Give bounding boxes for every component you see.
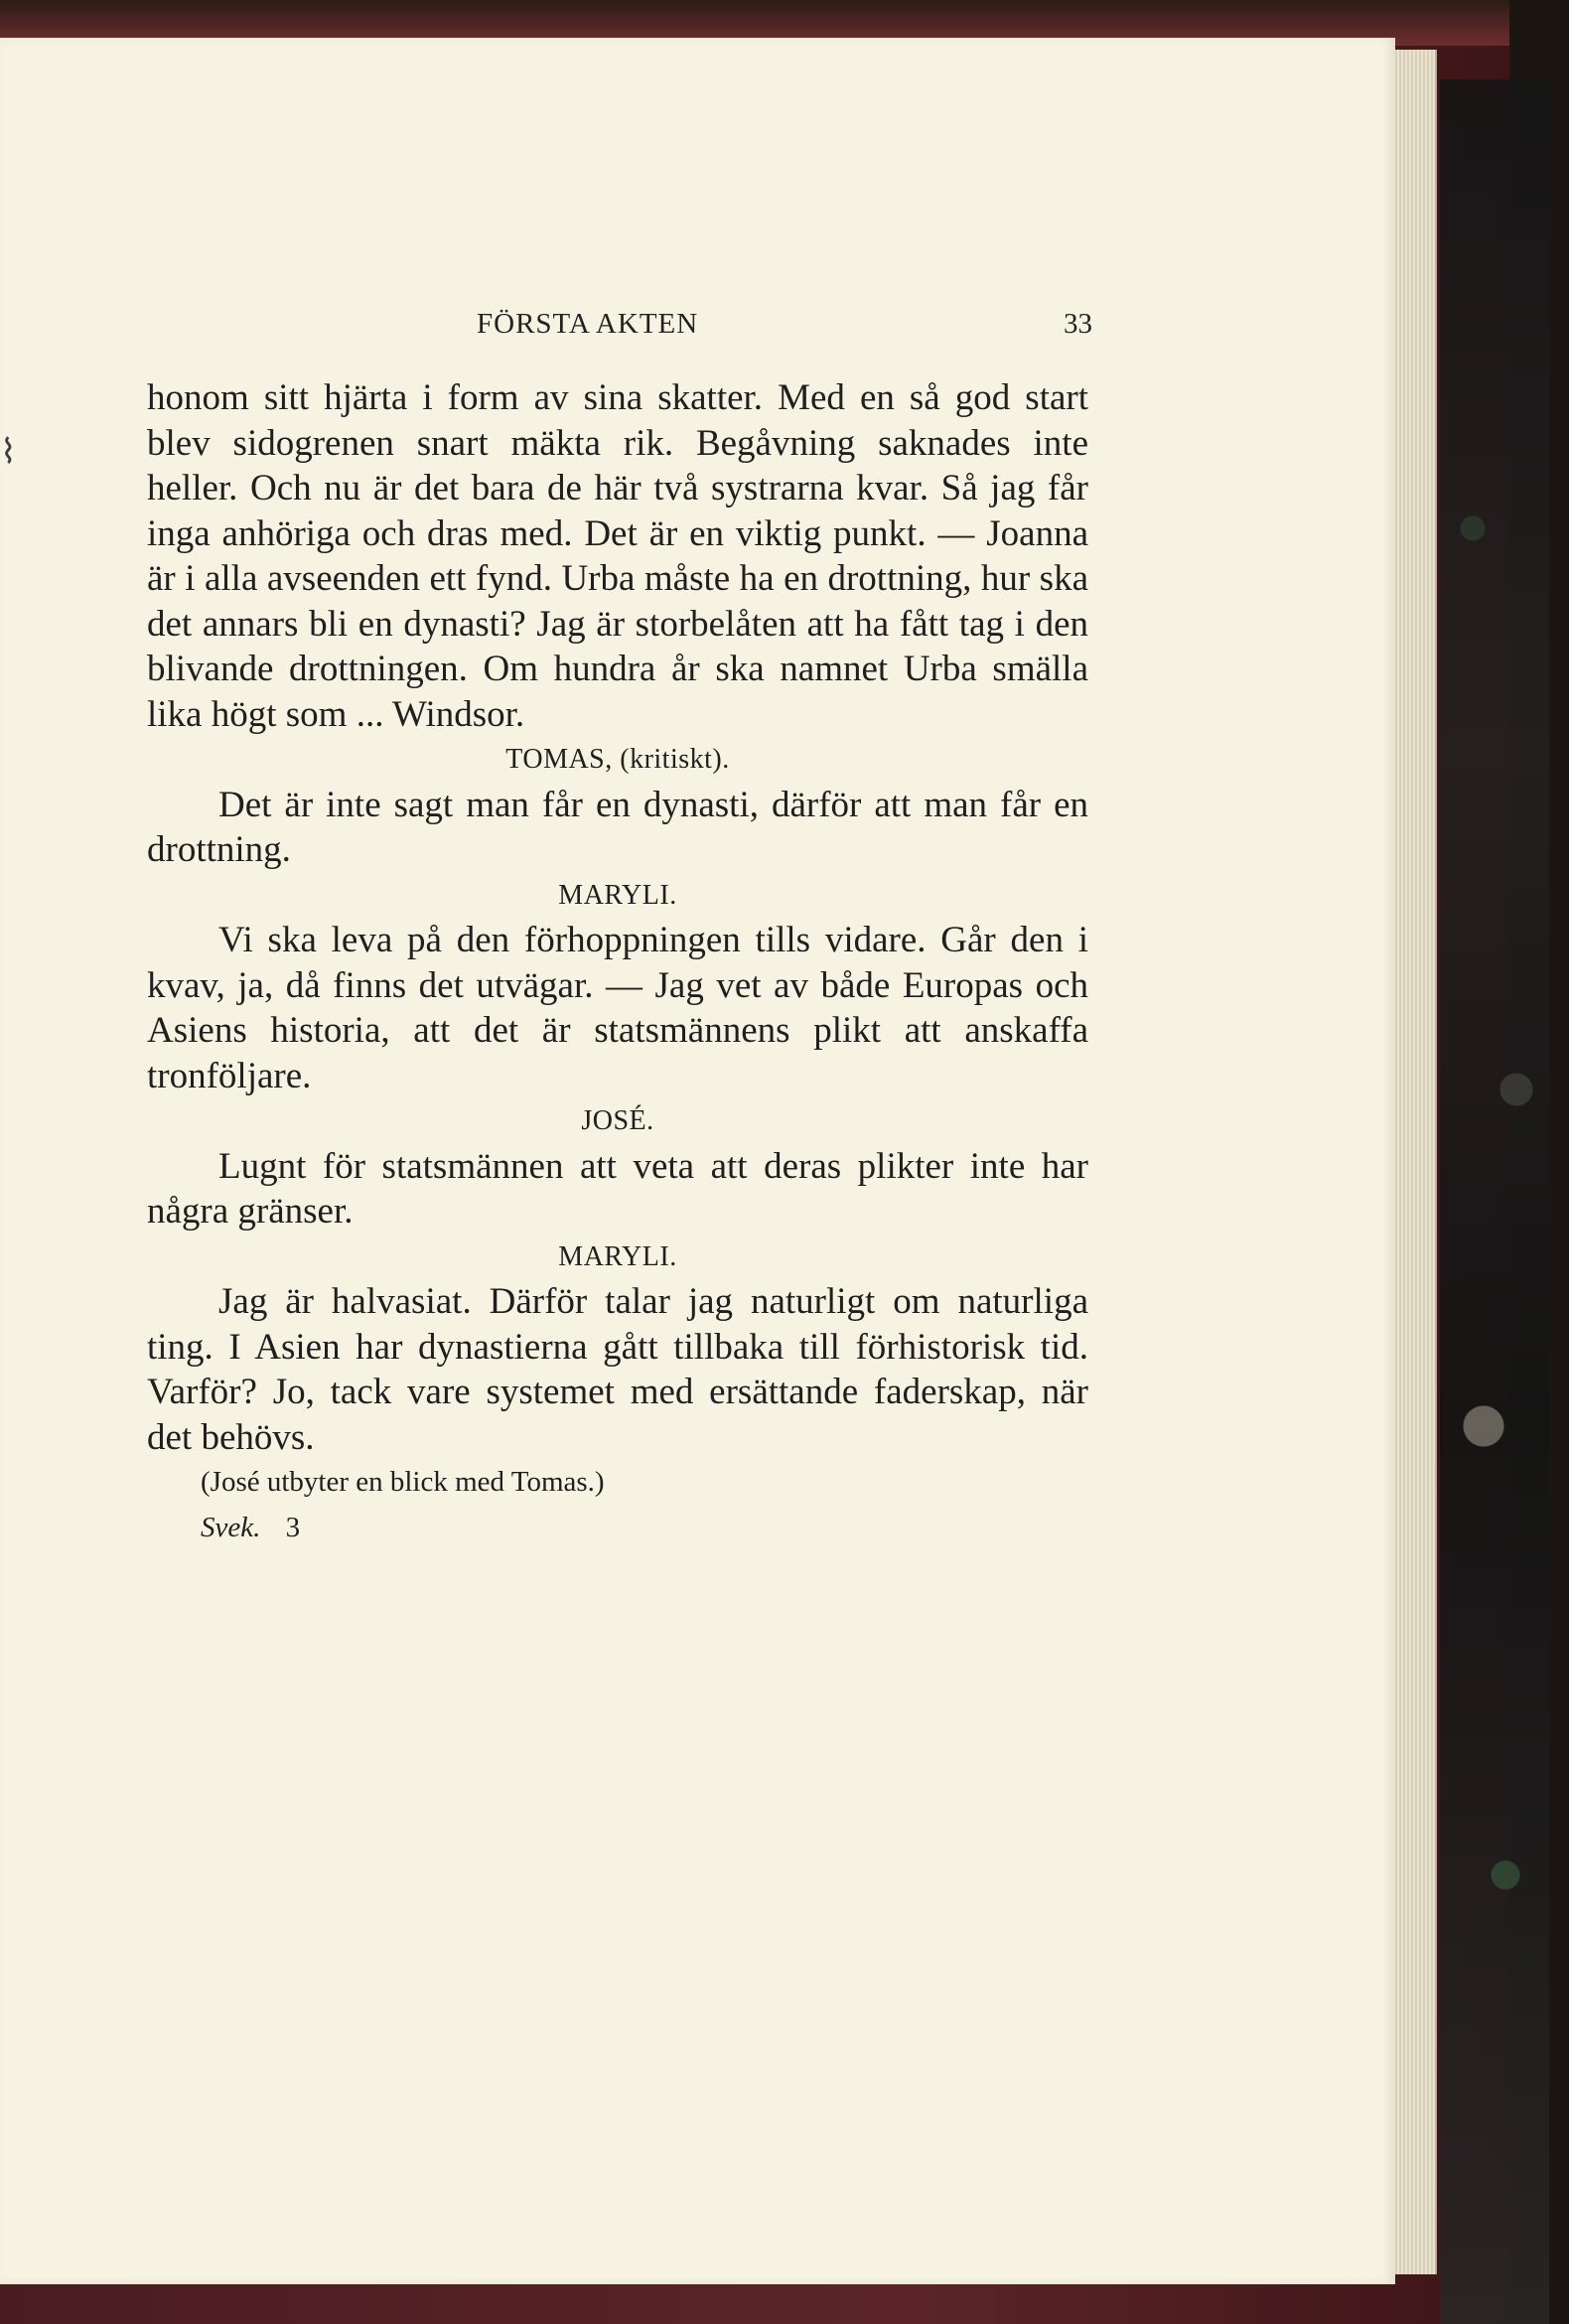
paragraph: Vi ska leva på den förhoppningen tills vidare. Går den i kvav, ja, då finns det utvägar. — Jag vet av både Europas och Asiens historia, att det är statsmännens plikt att anskaffa tronföljare. <box>147 920 1088 1096</box>
signature-label: Svek. <box>201 1511 261 1543</box>
page-body <box>147 375 1088 1550</box>
speaker-name: TOMAS, (kritiskt). <box>505 744 730 775</box>
page-header <box>477 308 1092 348</box>
page-number: 33 <box>1064 308 1092 340</box>
speaker-name: MARYLI. <box>558 1240 677 1272</box>
marbled-endpaper <box>1440 79 1549 2324</box>
stage-direction: (José utbyter en blick med Tomas.) <box>201 1466 605 1498</box>
paragraph: honom sitt hjärta i form av sina skatter. Med en så god start blev sidogrenen snart mäkta rik. Begåvning saknades inte heller. Och nu är det bara de här två systrarna kvar. Så jag får inga anhöriga och dras med. Det är en viktig punkt. — Joanna är i alla avseenden ett fynd. Urba måste ha en drottning, hur ska det annars bli en dynasti? Jag är storbelåten att ha fått tag i den blivande drottningen. Om hundra år ska namnet Urba smälla lika högt som ... Windsor. <box>147 377 1088 735</box>
speaker-name: MARYLI. <box>558 879 677 911</box>
signature-number: 3 <box>285 1511 301 1543</box>
speaker-name: JOSÉ. <box>581 1105 654 1136</box>
signature-mark <box>147 1506 1088 1551</box>
paragraph: Det är inte sagt man får en dynasti, därför att man får en drottning. <box>147 784 1088 870</box>
paragraph: Jag är halvasiat. Därför talar jag naturligt om naturliga ting. I Asien har dynastierna gått tillbaka till förhistorisk tid. Varför? Jo, tack vare systemet med ersättande faderskap, när det behövs. <box>147 1281 1088 1458</box>
book-page <box>0 38 1395 2284</box>
pencil-margin-mark: ⌇ <box>0 434 17 471</box>
paragraph: Lugnt för statsmännen att veta att deras plikter inte har några gränser. <box>147 1145 1088 1232</box>
running-head: FÖRSTA AKTEN <box>477 308 699 340</box>
